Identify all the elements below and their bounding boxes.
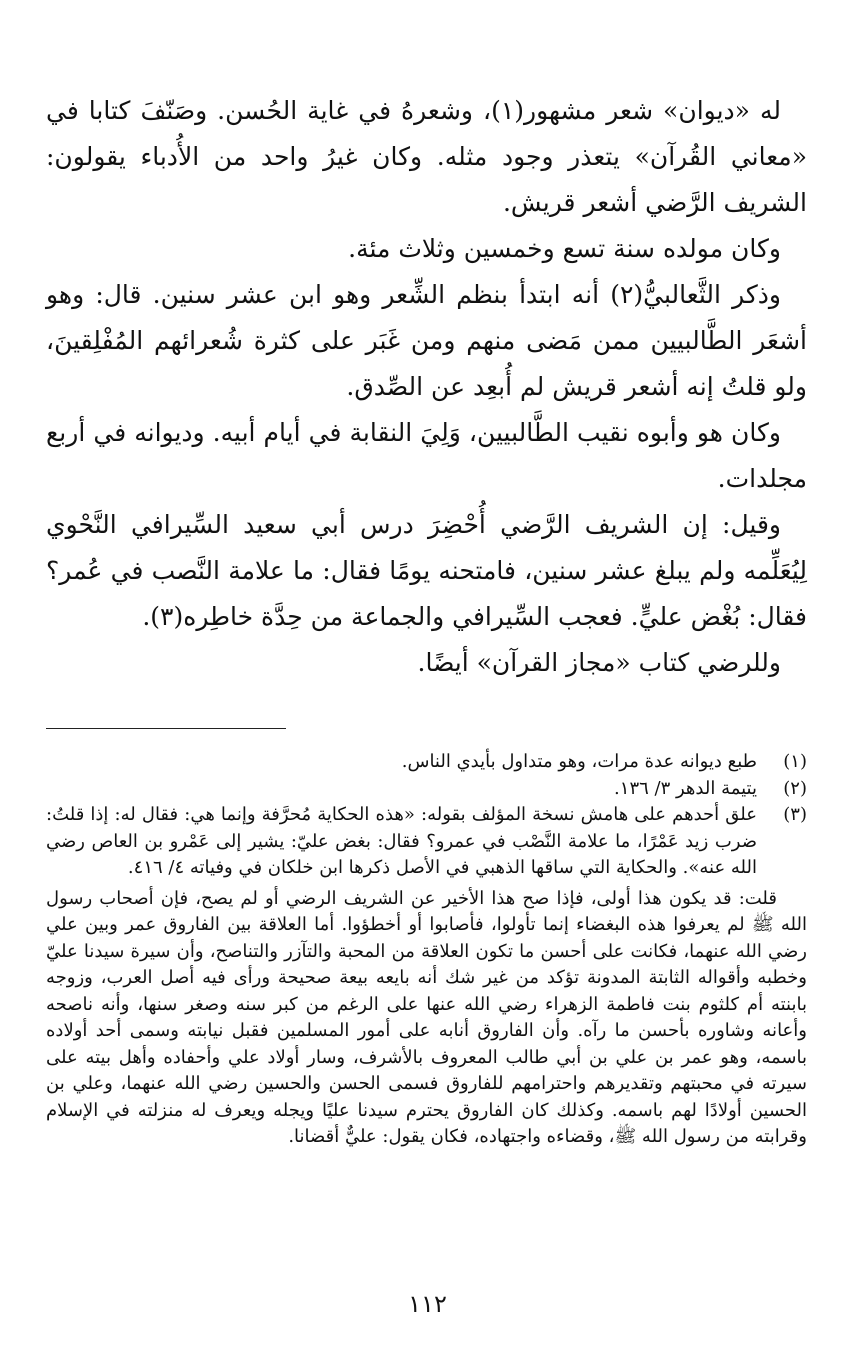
footnote-text [46, 802, 757, 882]
footnote-separator [46, 728, 286, 729]
footnote-paragraph: علق أحدهم على هامش نسخة المؤلف بقوله: «هذه الحكاية مُحرَّفة وإنما هي: فقال له: إذا قلتُ: ضرب زيد عَمْرًا، ما علامة النَّصْب في عمرو؟ فقال: بغض عليّ: يشير إلى عَمْرو بن العاص رضي الله عنه». والحكاية التي ساقها الذهبي في الأصل ذكرها ابن خلكان في وفياته ٤/ ٤١٦. [46, 804, 757, 878]
footnote-paragraph: طبع ديوانه عدة مرات، وهو متداول بأيدي الناس. [401, 751, 757, 772]
body-paragraph: له «ديوان» شعر مشهور(١)، وشعرهُ في غاية الحُسن. وصَنّفَ كتابا في «معاني القُرآن» يتعذر وجود مثله. وكان غيرُ واحد من الأُدباء يقولون: الشريف الرَّضي أشعر قريش. [46, 96, 807, 217]
footnote-item [46, 776, 807, 803]
footnote-text [46, 776, 757, 803]
main-text [46, 88, 807, 686]
footnote-number: (١) [783, 751, 807, 772]
footnote-item [46, 802, 807, 882]
footnote-commentary: قلت: قد يكون هذا أولى، فإذا صح هذا الأخير عن الشريف الرضي أو لم يصح، فإن أصحاب رسول الله ﷺ لم يعرفوا هذه البغضاء إنما تأولوا، فأصابوا أو أخطؤوا. أما العلاقة بين الفاروق عمر وبين علي رضي الله عنهما، فكانت على أحسن ما تكون العلاقة من المحبة والتآزر والتناصح، وأن سيرة سيدنا عليّ وخطبه وأقواله الثابتة المدونة تؤكد من غير شك أنه بايعه بيعة صحيحة ورأى فيه أصل العرب، وزوجه بابنته أم كلثوم بنت فاطمة الزهراء رضي الله عنها على الرغم من كبر سنه وصغر سنها، وأنه ناصحه وأعانه وشاوره بأحسن ما رآه. وأن الفاروق أنابه على أمور المسلمين فقبل نيابته وسمى أحد أولاده باسمه، وهو عمر بن علي بن أبي طالب المعروف بالأشرف، وسار أولاد علي وأحفاده وأهل بيته على سيرته في محبتهم وتقديرهم واحترامهم للفاروق فسمى الحسن والحسين رضي الله عنهما، وعلي بن الحسين أولادًا لهم باسمه. وكذلك كان الفاروق يحترم سيدنا عليًا ويجله ويعرف له منزلته في الإسلام وقرابته من رسول الله ﷺ، وقضاءه واجتهاده، فكان يقول: عليٌّ أقضانا. [46, 887, 807, 1147]
footnote-paragraph: يتيمة الدهر ٣/ ١٣٦. [614, 777, 757, 799]
footnote-number: (٣) [783, 804, 807, 825]
body-paragraph: وقيل: إن الشريف الرَّضي أُحْضِرَ درس أبي سعيد السِّيرافي النَّحْوي لِيُعَلِّمه ولم يبلغ عشر سنين، فامتحنه يومًا فقال: ما علامة النَّصب في عُمر؟ فقال: بُغْض عليٍّ. فعجب السِّيرافي والجماعة من حِدَّة خاطِره(٣). [46, 510, 807, 631]
body-paragraph: وكان مولده سنة تسع وخمسين وثلاث مئة. [348, 234, 781, 263]
footnotes [46, 749, 807, 1151]
body-paragraph: وذكر الثَّعالبيُّ(٢) أنه ابتدأ بنظم الشِّعر وهو ابن عشر سنين. قال: وهو أشعَر الطَّالبيين ممن مَضى منهم ومن غَبَر على كثرة شُعرائهم المُفْلِقينَ، ولو قلتُ إنه أشعر قريش لم أُبعِد عن الصِّدق. [46, 280, 807, 401]
body-paragraph: وللرضي كتاب «مجاز القرآن» أيضًا. [417, 648, 781, 677]
footnote-item [46, 749, 807, 776]
page-number: ١١٢ [408, 1290, 447, 1318]
footnote-number: (٢) [783, 777, 807, 799]
body-paragraph: وكان هو وأبوه نقيب الطَّالبيين، وَلِيَ النقابة في أيام أبيه. وديوانه في أربع مجلدات. [46, 418, 807, 493]
footnote-text [46, 749, 757, 776]
